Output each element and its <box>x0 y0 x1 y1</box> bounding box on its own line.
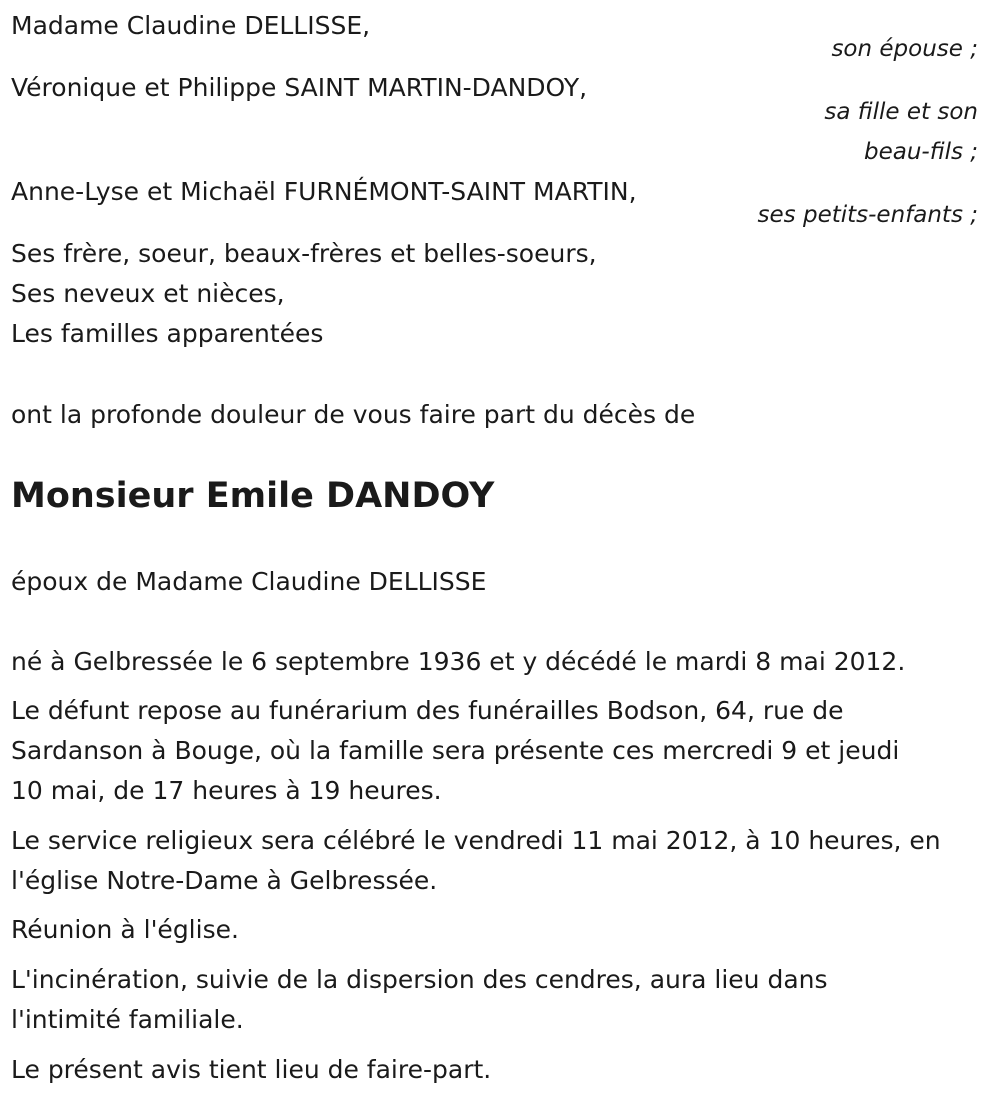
announcement-text: ont la profonde douleur de vous faire part du décès de <box>11 400 696 429</box>
repose-line: Sardanson à Bouge, où la famille sera présente ces mercredi 9 et jeudi <box>11 736 900 765</box>
family-member-name: Madame Claudine DELLISSE, <box>11 11 371 40</box>
cremation-line: l'intimité familiale. <box>11 1005 244 1034</box>
family-member-relation: son épouse ; <box>831 36 978 62</box>
service-line: Le service religieux sera célébré le vendredi 11 mai 2012, à 10 heures, en <box>11 826 941 855</box>
family-member-relation: beau-fils ; <box>863 139 978 165</box>
deceased-name: Monsieur Emile DANDOY <box>11 476 495 516</box>
relatives-line: Les familles apparentées <box>11 319 324 348</box>
spouse-line: époux de Madame Claudine DELLISSE <box>11 567 487 596</box>
repose-line: 10 mai, de 17 heures à 19 heures. <box>11 776 442 805</box>
family-member-relation: sa fille et son <box>824 99 978 125</box>
family-member-relation: ses petits-enfants ; <box>757 202 978 228</box>
repose-line: Le défunt repose au funérarium des funérailles Bodson, 64, rue de <box>11 696 844 725</box>
closing-line: Le présent avis tient lieu de faire-part. <box>11 1055 492 1084</box>
meeting-line: Réunion à l'église. <box>11 915 239 944</box>
relatives-line: Ses frère, soeur, beaux-frères et belles-soeurs, <box>11 239 597 268</box>
family-member-name: Véronique et Philippe SAINT MARTIN-DANDOY, <box>11 73 588 102</box>
cremation-line: L'incinération, suivie de la dispersion des cendres, aura lieu dans <box>11 965 828 994</box>
service-line: l'église Notre-Dame à Gelbressée. <box>11 866 438 895</box>
family-member-name: Anne-Lyse et Michaël FURNÉMONT-SAINT MARTIN, <box>11 177 637 206</box>
birth-death-line: né à Gelbressée le 6 septembre 1936 et y décédé le mardi 8 mai 2012. <box>11 647 906 676</box>
relatives-line: Ses neveux et nièces, <box>11 279 285 308</box>
